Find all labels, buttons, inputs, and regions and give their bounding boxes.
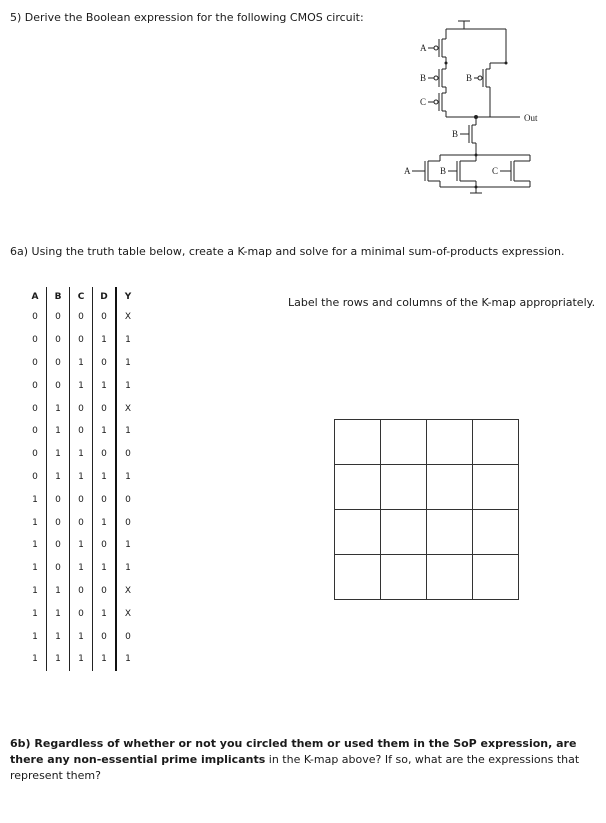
truth-table-cell: 1 [93, 511, 117, 534]
kmap-instruction: Label the rows and columns of the K-map appropriately. [288, 296, 596, 309]
truth-table-row [24, 397, 139, 420]
header-d: D [93, 287, 117, 306]
truth-table-cell: 0 [47, 534, 70, 557]
truth-table-cell: 1 [93, 329, 117, 352]
truth-table-cell: 1 [116, 329, 139, 352]
truth-table-row [24, 374, 139, 397]
truth-table-cell: 1 [70, 374, 93, 397]
truth-table-row [24, 648, 139, 671]
truth-table-cell: 1 [93, 557, 117, 580]
truth-table-cell: 1 [47, 625, 70, 648]
truth-table-cell: 0 [32, 312, 38, 323]
truth-table-cell: 1 [47, 397, 70, 420]
truth-table-cell: 1 [32, 517, 38, 528]
kmap-cell [473, 555, 519, 600]
truth-table-row [24, 466, 139, 489]
kmap-cell [335, 555, 381, 600]
kmap-cell [473, 465, 519, 510]
truth-table-row [24, 443, 139, 466]
truth-table-cell: 1 [116, 352, 139, 375]
truth-table-row [24, 329, 139, 352]
header-c: C [70, 287, 93, 306]
truth-table-cell: 1 [93, 602, 117, 625]
truth-table-cell: 1 [70, 557, 93, 580]
kmap-cell [427, 420, 473, 465]
truth-table-header-row [24, 287, 139, 306]
kmap-grid [334, 419, 519, 600]
truth-table-cell: 0 [47, 352, 70, 375]
circuit-label-c-top: C [420, 97, 427, 107]
truth-table-cell: 0 [47, 329, 70, 352]
truth-table-cell: 0 [116, 511, 139, 534]
truth-table-row [24, 625, 139, 648]
kmap-cell [473, 510, 519, 555]
truth-table-row [24, 534, 139, 557]
truth-table-cell: 1 [93, 466, 117, 489]
truth-table-cell: 0 [47, 557, 70, 580]
kmap-cell [381, 465, 427, 510]
truth-table-cell: 1 [32, 494, 38, 505]
circuit-label-out: Out [524, 113, 538, 123]
question-6b-rest: in the K-map above? If so, what are the expressions that represent them? [10, 753, 580, 782]
truth-table-cell: X [116, 602, 139, 625]
kmap-cell [427, 465, 473, 510]
truth-table-cell: 0 [32, 449, 38, 460]
truth-table-cell: 1 [116, 466, 139, 489]
truth-table-cell: 1 [70, 443, 93, 466]
truth-table-cell: 1 [32, 585, 38, 596]
truth-table-body [24, 306, 139, 671]
header-b: B [47, 287, 70, 306]
truth-table-cell: 1 [47, 420, 70, 443]
truth-table-cell: 0 [70, 420, 93, 443]
kmap-cell [427, 510, 473, 555]
truth-table-row [24, 306, 139, 329]
kmap-cell [335, 465, 381, 510]
truth-table-cell: 0 [93, 443, 117, 466]
truth-table-cell: 1 [70, 534, 93, 557]
truth-table-cell: 1 [93, 420, 117, 443]
truth-table-cell: 0 [47, 306, 70, 329]
truth-table-cell: 0 [93, 580, 117, 603]
truth-table-cell: 1 [32, 608, 38, 619]
truth-table-row [24, 420, 139, 443]
truth-table-cell: 1 [47, 466, 70, 489]
kmap-row [335, 420, 519, 465]
truth-table-cell: 0 [47, 511, 70, 534]
truth-table-cell: X [116, 580, 139, 603]
cmos-circuit-diagram [390, 15, 570, 205]
truth-table-cell: 0 [116, 488, 139, 511]
truth-table-cell: 1 [70, 466, 93, 489]
kmap-cell [381, 555, 427, 600]
truth-table-cell: 1 [32, 654, 38, 665]
truth-table-cell: 0 [32, 335, 38, 346]
question-6b-prompt [10, 736, 602, 784]
kmap-cell [427, 555, 473, 600]
truth-table-cell: 0 [70, 580, 93, 603]
truth-table-cell: 0 [47, 374, 70, 397]
truth-table-cell: 1 [32, 631, 38, 642]
kmap-row [335, 555, 519, 600]
circuit-label-a-bottom: A [404, 166, 411, 176]
circuit-label-c-bottom: C [492, 166, 499, 176]
truth-table-cell: 1 [32, 540, 38, 551]
truth-table-cell: 0 [32, 426, 38, 437]
truth-table-cell: 0 [70, 329, 93, 352]
truth-table-row [24, 511, 139, 534]
header-y: Y [116, 287, 139, 306]
truth-table-cell: 0 [93, 306, 117, 329]
truth-table-cell: 0 [70, 306, 93, 329]
truth-table-cell: 0 [32, 380, 38, 391]
truth-table-cell: 0 [93, 534, 117, 557]
truth-table-cell: 1 [70, 352, 93, 375]
truth-table-row [24, 580, 139, 603]
truth-table-cell: 0 [70, 511, 93, 534]
question-5-prompt: 5) Derive the Boolean expression for the following CMOS circuit: [10, 11, 364, 24]
kmap-cell [335, 420, 381, 465]
kmap-cell [473, 420, 519, 465]
truth-table-cell: 1 [47, 443, 70, 466]
truth-table-row [24, 352, 139, 375]
truth-table-cell: 1 [32, 563, 38, 574]
truth-table-cell: 1 [116, 534, 139, 557]
truth-table-cell: X [116, 397, 139, 420]
kmap-cell [335, 510, 381, 555]
truth-table-cell: 0 [70, 602, 93, 625]
truth-table-row [24, 602, 139, 625]
truth-table-cell: 0 [70, 397, 93, 420]
header-a: A [31, 291, 39, 302]
truth-table-cell: 1 [93, 374, 117, 397]
kmap-cell [381, 420, 427, 465]
truth-table-row [24, 488, 139, 511]
truth-table-cell: 1 [116, 648, 139, 671]
truth-table-cell: 0 [93, 397, 117, 420]
truth-table-cell: 1 [47, 602, 70, 625]
truth-table-cell: 1 [93, 648, 117, 671]
truth-table-cell: 0 [70, 488, 93, 511]
truth-table [24, 287, 139, 671]
truth-table-cell: 0 [32, 357, 38, 368]
truth-table-cell: 0 [32, 403, 38, 414]
circuit-label-b-left: B [420, 73, 427, 83]
truth-table-cell: 1 [70, 625, 93, 648]
truth-table-cell: 1 [47, 580, 70, 603]
truth-table-cell: 0 [47, 488, 70, 511]
truth-table-cell: 0 [93, 625, 117, 648]
truth-table-cell: 0 [93, 488, 117, 511]
truth-table-cell: 1 [116, 557, 139, 580]
kmap-row [335, 465, 519, 510]
truth-table-row [24, 557, 139, 580]
kmap-row [335, 510, 519, 555]
circuit-label-a-top: A [420, 43, 427, 53]
truth-table-cell: 1 [116, 374, 139, 397]
truth-table-cell: 0 [93, 352, 117, 375]
truth-table-cell: 0 [32, 471, 38, 482]
truth-table-cell: 1 [116, 420, 139, 443]
truth-table-cell: X [116, 306, 139, 329]
kmap-cell [381, 510, 427, 555]
question-6b-bold: 6b) Regardless of whether or not you circled them or used them in the SoP expression, are there any non-essential prime implicants [10, 737, 577, 766]
truth-table-cell: 0 [116, 625, 139, 648]
circuit-label-b-mid: B [452, 129, 459, 139]
truth-table-cell: 1 [47, 648, 70, 671]
question-6a-prompt: 6a) Using the truth table below, create a K-map and solve for a minimal sum-of-products expression. [10, 245, 565, 258]
circuit-label-b-right: B [466, 73, 473, 83]
circuit-label-b-bottom: B [440, 166, 447, 176]
truth-table-cell: 0 [116, 443, 139, 466]
truth-table-cell: 1 [70, 648, 93, 671]
